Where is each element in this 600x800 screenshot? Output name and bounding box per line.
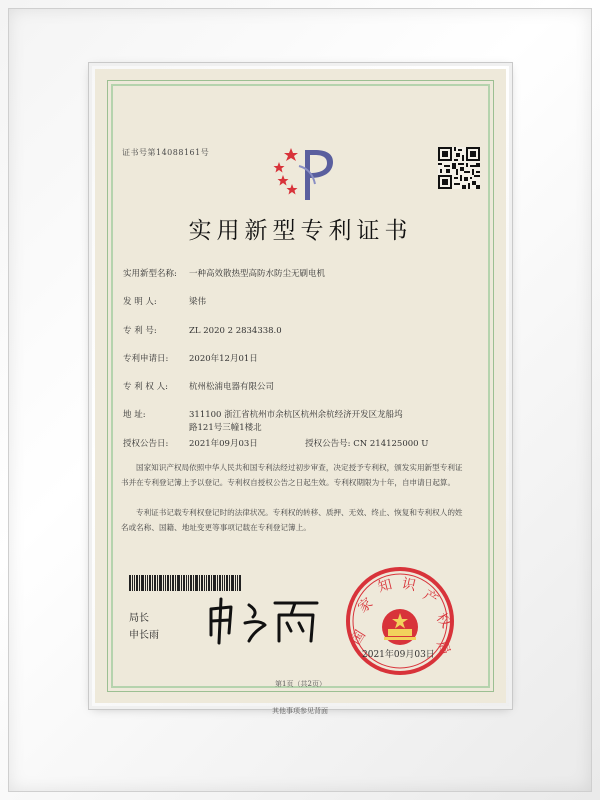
director-name: 申长雨 (129, 630, 159, 641)
field-value: 一种高效散热型高防水防尘无刷电机 (189, 269, 326, 279)
field-label: 专 利 权 人: (123, 382, 168, 392)
svg-text:知: 知 (376, 576, 394, 596)
svg-text:局: 局 (433, 638, 453, 657)
field-label: 专利申请日: (123, 354, 169, 364)
barcode-icon (129, 575, 241, 591)
director-title: 局长 (129, 613, 149, 624)
qr-code-icon (438, 147, 480, 189)
seal-date: 2021年09月03日 (362, 650, 435, 660)
announcement-label: 授权公告号: (305, 439, 351, 449)
field-address-line2: 路121号三幢1楼北 (189, 423, 262, 433)
field-value: 311100 浙江省杭州市余杭区杭州余杭经济开发区龙船坞 (189, 410, 403, 420)
field-label: 授权公告日: (123, 439, 169, 449)
announcement-number: CN 214125000 U (353, 439, 429, 449)
field-utility-name (123, 267, 325, 279)
field-value: 2020年12月01日 (189, 354, 258, 364)
field-value: 杭州松浦电器有限公司 (189, 382, 275, 392)
field-value: ZL 2020 2 2834338.0 (189, 326, 282, 336)
certificate-paragraph-1: 国家知识产权局依照中华人民共和国专利法经过初步审查，决定授予专利权，颁发实用新型专利证书并在专利登记簿上予以登记。专利权自授权公告之日起生效。专利权期限为十年，自申请日起算。 (121, 463, 463, 487)
svg-text:产: 产 (419, 587, 441, 609)
field-value: 梁伟 (189, 297, 207, 307)
footer-note: 其他事项参见背面 (272, 707, 328, 715)
certificate-paper (95, 69, 506, 703)
svg-text:国: 国 (348, 627, 370, 649)
field-value: 2021年09月03日 (189, 439, 258, 449)
national-emblem-seal-icon (344, 565, 456, 677)
signature-icon (205, 595, 325, 645)
field-label: 实用新型名称: (123, 269, 177, 279)
certificate-title: 实用新型专利证书 (188, 218, 413, 244)
field-label: 地 址: (123, 410, 146, 420)
field-address (123, 408, 403, 420)
field-label: 发 明 人: (123, 297, 157, 307)
field-application-date (123, 352, 258, 364)
svg-text:权: 权 (432, 610, 454, 632)
field-patentee (123, 380, 274, 392)
field-inventor (123, 295, 206, 307)
certificate-number: 证书号第14088161号 (122, 148, 210, 157)
field-announcement-date (123, 437, 428, 449)
page-number: 第1页（共2页） (275, 680, 326, 688)
svg-text:识: 识 (400, 575, 418, 595)
patent-logo-icon (261, 144, 341, 204)
field-label: 专 利 号: (123, 326, 157, 336)
svg-text:家: 家 (355, 595, 376, 617)
field-patent-number (123, 324, 282, 336)
certificate-paragraph-2: 专利证书记载专利权登记时的法律状况。专利权的转移、质押、无效、终止、恢复和专利权人的姓名或名称、国籍、地址变更等事项记载在专利登记簿上。 (121, 508, 463, 532)
